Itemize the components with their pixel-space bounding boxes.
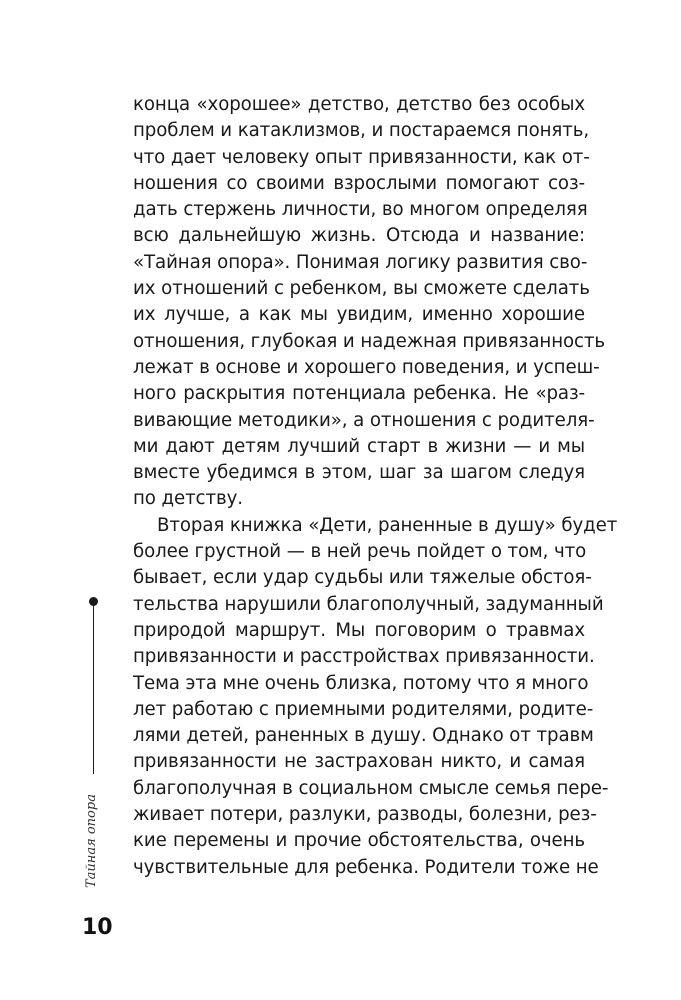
text-line: более грустной — в ней речь пойдет о том, что — [133, 541, 587, 563]
text-line: природой маршрут. Мы поговорим о травмах — [133, 619, 585, 641]
text-line: ного раскрытия потенциала ребенка. Не «раз- — [133, 383, 585, 405]
text-line: ношения со своими взрослыми помогают соз- — [133, 172, 585, 194]
text-line: тельства нарушили благополучный, задуманный — [133, 593, 604, 615]
text-line: бывает, если удар судьбы или тяжелые обстоя- — [133, 567, 592, 589]
text-line: конца «хорошее» детство, детство без особых — [133, 94, 585, 115]
text-line: их отношений с ребенком, вы сможете сделать — [133, 278, 590, 300]
text-line: ми дают детям лучший старт в жизни — и мы — [133, 435, 585, 457]
text-line: привязанности не застрахован никто, и самая — [133, 751, 585, 773]
text-line: отношения, глубокая и надежная привязанность — [133, 330, 606, 352]
running-title: Тайная опора — [84, 794, 99, 888]
text-line: кие перемены и прочие обстоятельства, очень — [133, 830, 585, 852]
text-line: вивающие методики», а отношения с родителя- — [133, 409, 595, 431]
text-line: дать стержень личности, во многом определяя — [133, 199, 588, 221]
text-line: проблем и катаклизмов, и постараемся понять, — [133, 120, 590, 142]
text-line: вместе убедимся в этом, шаг за шагом следуя — [133, 462, 585, 484]
text-line: всю дальнейшую жизнь. Отсюда и название: — [133, 225, 585, 247]
text-line: живает потери, разлуки, разводы, болезни, рез- — [133, 804, 597, 826]
margin-rule — [93, 602, 94, 774]
text-line: «Тайная опора». Понимая логику развития сво- — [133, 251, 588, 273]
text-line: лет работаю с приемными родителями, родите- — [133, 698, 594, 720]
text-line: что дает человеку опыт привязанности, как от- — [133, 146, 590, 168]
page-number: 10 — [82, 915, 113, 940]
text-line: лежат в основе и хорошего поведения, и успеш- — [133, 356, 600, 378]
text-line: Тема эта мне очень близка, потому что я много — [133, 672, 589, 694]
text-line: чувствительные для ребенка. Родители тоже не — [133, 856, 599, 878]
text-line: привязанности и расстройствах привязанности. — [133, 646, 595, 668]
body-text — [133, 92, 618, 881]
text-line: благополучная в социальном смысле семья пере- — [133, 777, 609, 799]
text-line: по детству. — [133, 488, 243, 510]
text-line: лями детей, раненных в душу. Однако от травм — [133, 725, 594, 747]
text-line: их лучше, а как мы увидим, именно хорошие — [133, 304, 585, 326]
text-line: Вторая книжка «Дети, раненные в душу» будет — [157, 514, 618, 536]
